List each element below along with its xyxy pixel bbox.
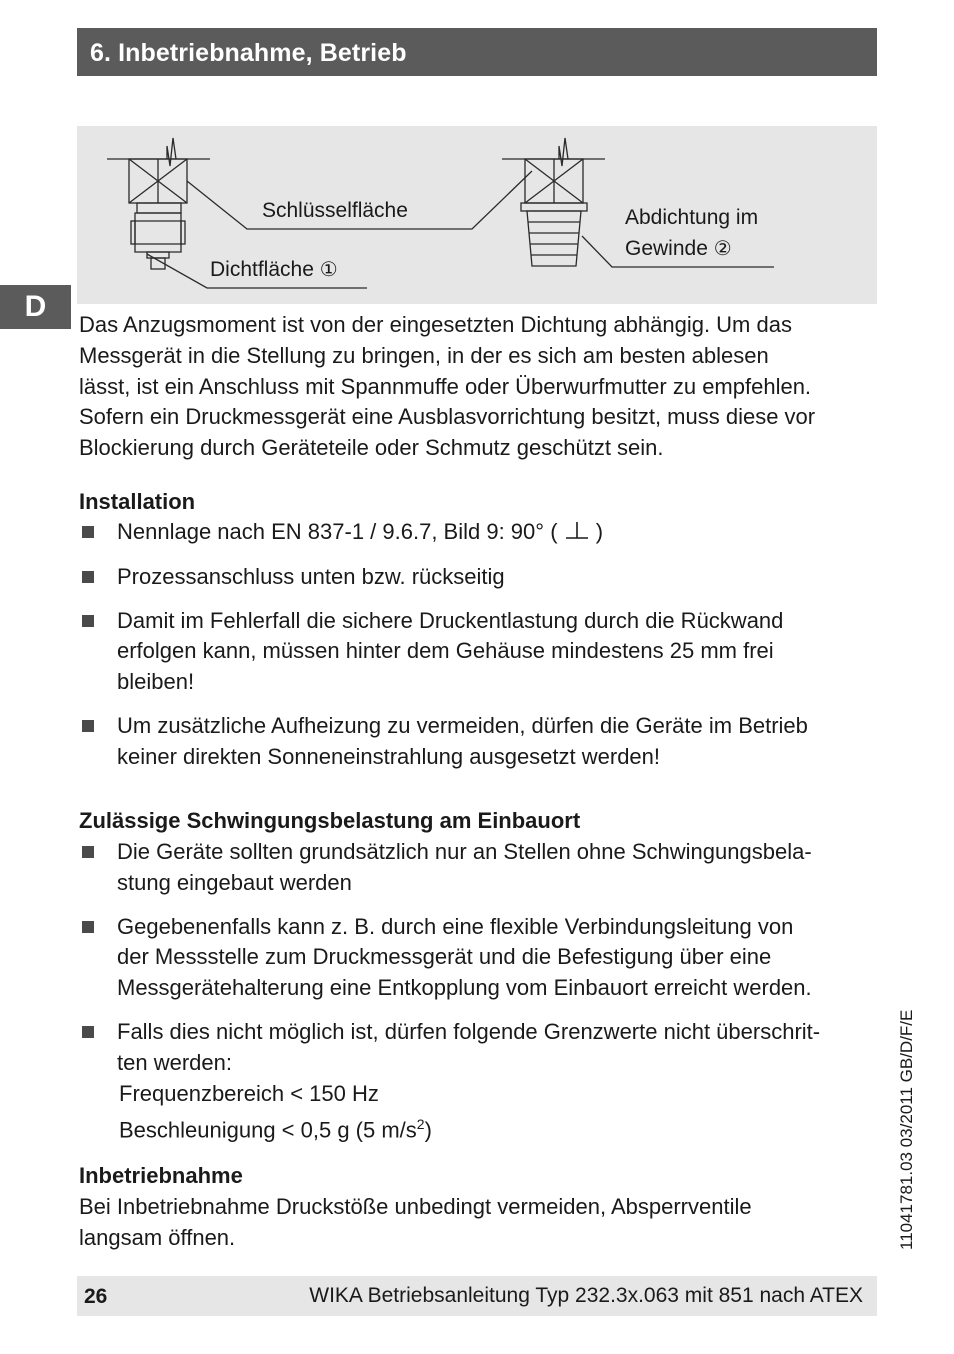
bullet-square-icon bbox=[82, 571, 94, 583]
bullet-square-icon bbox=[82, 526, 94, 538]
intro-line: lässt, ist ein Anschluss mit Spannmuffe oder Überwurfmutter zu empfehlen. bbox=[79, 373, 812, 399]
installation-item-2-text: Prozessanschluss unten bzw. rückseitig bbox=[117, 563, 505, 589]
installation-item-1-text: Nennlage nach EN 837-1 / 9.6.7, Bild 9: 90° ( bbox=[117, 519, 558, 544]
connection-figure bbox=[77, 126, 877, 304]
footer-title: WIKA Betriebsanleitung Typ 232.3x.063 mit 851 nach ATEX bbox=[309, 1284, 863, 1307]
language-tab: D bbox=[0, 285, 71, 329]
list-item bbox=[79, 711, 879, 773]
item-line: keiner direkten Sonneneinstrahlung ausgesetzt werden! bbox=[117, 743, 661, 769]
acceleration-exponent: 2 bbox=[416, 1116, 425, 1133]
page-number: 26 bbox=[84, 1285, 108, 1308]
item-line: Damit im Fehlerfall die sichere Druckentlastung durch die Rückwand bbox=[117, 607, 784, 633]
bullet-square-icon bbox=[82, 846, 94, 858]
intro-line: Das Anzugsmoment ist von der eingesetzten Dichtung abhängig. Um das bbox=[79, 312, 792, 337]
installation-list bbox=[79, 517, 879, 773]
item-line: Falls dies nicht möglich ist, dürfen folgende Grenzwerte nicht überschrit- bbox=[117, 1018, 821, 1044]
commissioning-line: langsam öffnen. bbox=[79, 1224, 236, 1250]
right-break-mark bbox=[559, 138, 568, 166]
label-thread-seal-line2 bbox=[625, 236, 732, 261]
limit-frequency: Frequenzbereich < 150 Hz bbox=[119, 1080, 379, 1106]
label-thread-seal-text: Gewinde bbox=[625, 237, 708, 260]
acceleration-close: ) bbox=[424, 1117, 432, 1143]
commissioning-paragraph bbox=[79, 1192, 879, 1254]
bullet-square-icon bbox=[82, 1026, 94, 1038]
intro-line: Messgerät in die Stellung zu bringen, in der es sich am besten ablesen bbox=[79, 342, 769, 368]
installation-heading: Installation bbox=[79, 489, 196, 514]
item-line: stung eingebaut werden bbox=[117, 869, 352, 895]
item-line: Gegebenenfalls kann z. B. durch eine flexible Verbindungsleitung von bbox=[117, 913, 794, 939]
label-sealing-face bbox=[210, 257, 338, 282]
label-sealing-face-text: Dichtfläche bbox=[210, 258, 314, 281]
acceleration-text: Beschleunigung < 0,5 g (5 m/s bbox=[119, 1117, 417, 1143]
item-line: bleiben! bbox=[117, 669, 195, 695]
commissioning-heading: Inbetriebnahme bbox=[79, 1163, 243, 1188]
list-item bbox=[79, 837, 879, 899]
item-line: Um zusätzliche Aufheizung zu vermeiden, dürfen die Geräte im Betrieb bbox=[117, 712, 808, 738]
item-line: erfolgen kann, müssen hinter dem Gehäuse mindestens 25 mm frei bbox=[117, 638, 774, 664]
intro-paragraph bbox=[79, 310, 879, 464]
section-header-bar bbox=[77, 28, 877, 76]
list-item bbox=[79, 562, 879, 593]
vibration-heading: Zulässige Schwingungsbelastung am Einbauort bbox=[79, 808, 581, 833]
item-line: der Messstelle zum Druckmessgerät und die Befestigung über eine bbox=[117, 944, 772, 970]
bullet-square-icon bbox=[82, 615, 94, 627]
document-code: 11041781.03 03/2011 GB/D/F/E bbox=[897, 1009, 916, 1250]
footer-bar bbox=[77, 1276, 877, 1316]
item-line: Messgerätehalterung eine Entkopplung vom Einbauort erreicht werden. bbox=[117, 975, 812, 1001]
bullet-square-icon bbox=[82, 720, 94, 732]
circled-number-1: ① bbox=[319, 259, 338, 281]
circled-number-2: ② bbox=[713, 238, 732, 260]
right-thread-body bbox=[527, 211, 581, 266]
intro-line: Sofern ein Druckmessgerät eine Ausblasvorrichtung besitzt, muss diese vor bbox=[79, 404, 816, 430]
label-wrench-flat: Schlüsselfläche bbox=[262, 199, 408, 222]
installation-item-1-close: ) bbox=[595, 519, 604, 544]
list-item bbox=[79, 517, 879, 548]
commissioning-line: Bei Inbetriebnahme Druckstöße unbedingt vermeiden, Absperrventile bbox=[79, 1194, 752, 1219]
vibration-list bbox=[79, 837, 879, 1147]
list-item bbox=[79, 912, 879, 1004]
limit-acceleration bbox=[117, 1109, 879, 1146]
bullet-square-icon bbox=[82, 921, 94, 933]
list-item bbox=[79, 606, 879, 698]
perpendicular-symbol-icon bbox=[564, 519, 590, 539]
list-item bbox=[79, 1017, 879, 1147]
left-break-mark bbox=[167, 138, 176, 166]
item-line: ten werden: bbox=[117, 1049, 232, 1075]
left-lower-body bbox=[135, 213, 181, 252]
section-title: 6. Inbetriebnahme, Betrieb bbox=[90, 39, 407, 67]
label-thread-seal-line1: Abdichtung im bbox=[625, 206, 759, 229]
intro-line: Blockierung durch Geräteteile oder Schmutz geschützt sein. bbox=[79, 435, 664, 461]
item-line: Die Geräte sollten grundsätzlich nur an Stellen ohne Schwingungsbela- bbox=[117, 839, 812, 864]
